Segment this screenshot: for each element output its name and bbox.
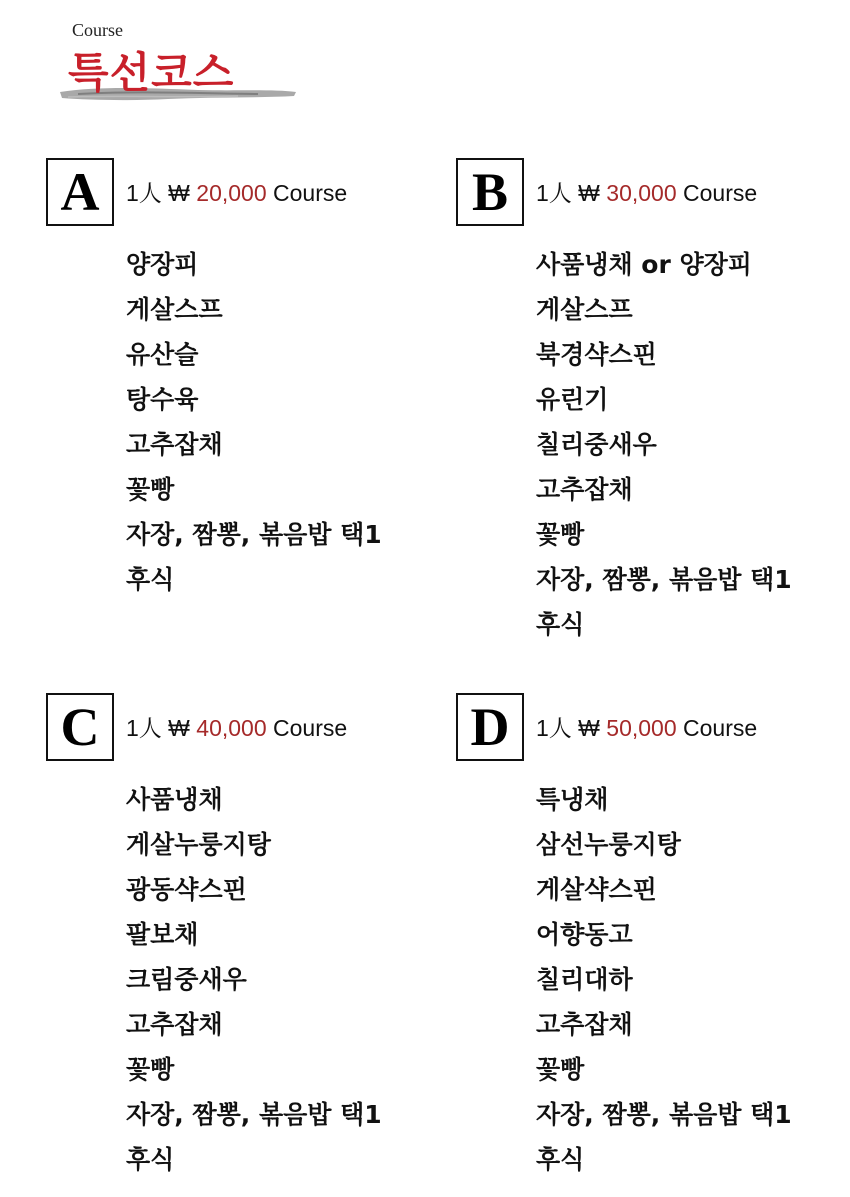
course-price: 30,000 (606, 180, 677, 206)
menu-item: 자장, 짬뽕, 볶음밥 택1 (126, 520, 382, 549)
menu-item: 자장, 짬뽕, 볶음밥 택1 (126, 1100, 382, 1129)
menu-item: 게살샥스핀 (536, 875, 657, 904)
course-letter-box: A (46, 158, 114, 226)
menu-item: 꽃빵 (126, 1055, 175, 1084)
course-price-line (536, 710, 757, 743)
price-prefix: 1人 ₩ (536, 180, 607, 206)
menu-item: 양장피 (126, 250, 199, 279)
price-suffix: Course (676, 180, 758, 206)
menu-item: 사품냉채 (126, 785, 223, 814)
menu-item: 고추잡채 (536, 1010, 633, 1039)
page-title: 특선코스 (68, 48, 235, 97)
menu-item: 삼선누룽지탕 (536, 830, 681, 859)
menu-item: 꽃빵 (126, 475, 175, 504)
price-prefix: 1人 ₩ (536, 715, 607, 741)
menu-item: 후식 (126, 1145, 175, 1174)
menu-item: 후식 (536, 1145, 585, 1174)
course-label: Course (72, 20, 123, 40)
course-price-line (126, 710, 347, 743)
menu-item: 북경샥스핀 (536, 340, 657, 369)
course-price-line (126, 175, 347, 208)
menu-item: 칠리중새우 (536, 430, 657, 459)
course-price: 40,000 (196, 715, 267, 741)
menu-item: 꽃빵 (536, 1055, 585, 1084)
menu-list (536, 777, 792, 1182)
menu-item: 칠리대하 (536, 965, 633, 994)
menu-list (126, 242, 382, 602)
menu-item: 후식 (536, 610, 585, 639)
price-suffix: Course (266, 180, 348, 206)
menu-item: 광동샥스핀 (126, 875, 247, 904)
menu-item: 게살누룽지탕 (126, 830, 271, 859)
menu-list (536, 242, 792, 647)
price-suffix: Course (266, 715, 348, 741)
menu-list (126, 777, 382, 1182)
price-prefix: 1人 ₩ (126, 715, 197, 741)
menu-item: 탕수육 (126, 385, 199, 414)
menu-item: 유산슬 (126, 340, 199, 369)
menu-item: 크림중새우 (126, 965, 247, 994)
menu-item: 고추잡채 (126, 1010, 223, 1039)
menu-item: 특냉채 (536, 785, 609, 814)
course-letter-box: D (456, 693, 524, 761)
course-letter-box: B (456, 158, 524, 226)
menu-item: 자장, 짬뽕, 볶음밥 택1 (536, 565, 792, 594)
course-price-line (536, 175, 757, 208)
course-price: 20,000 (196, 180, 267, 206)
menu-item: 후식 (126, 565, 175, 594)
menu-item: 게살스프 (126, 295, 223, 324)
price-suffix: Course (676, 715, 758, 741)
course-price: 50,000 (606, 715, 677, 741)
menu-item: 사품냉채 or 양장피 (536, 250, 752, 279)
menu-item: 고추잡채 (536, 475, 633, 504)
menu-item: 꽃빵 (536, 520, 585, 549)
menu-item: 팔보채 (126, 920, 199, 949)
menu-item: 고추잡채 (126, 430, 223, 459)
page-header (58, 18, 308, 108)
menu-item: 유린기 (536, 385, 609, 414)
menu-item: 게살스프 (536, 295, 633, 324)
menu-item: 어향동고 (536, 920, 633, 949)
course-letter-box: C (46, 693, 114, 761)
menu-item: 자장, 짬뽕, 볶음밥 택1 (536, 1100, 792, 1129)
price-prefix: 1人 ₩ (126, 180, 197, 206)
